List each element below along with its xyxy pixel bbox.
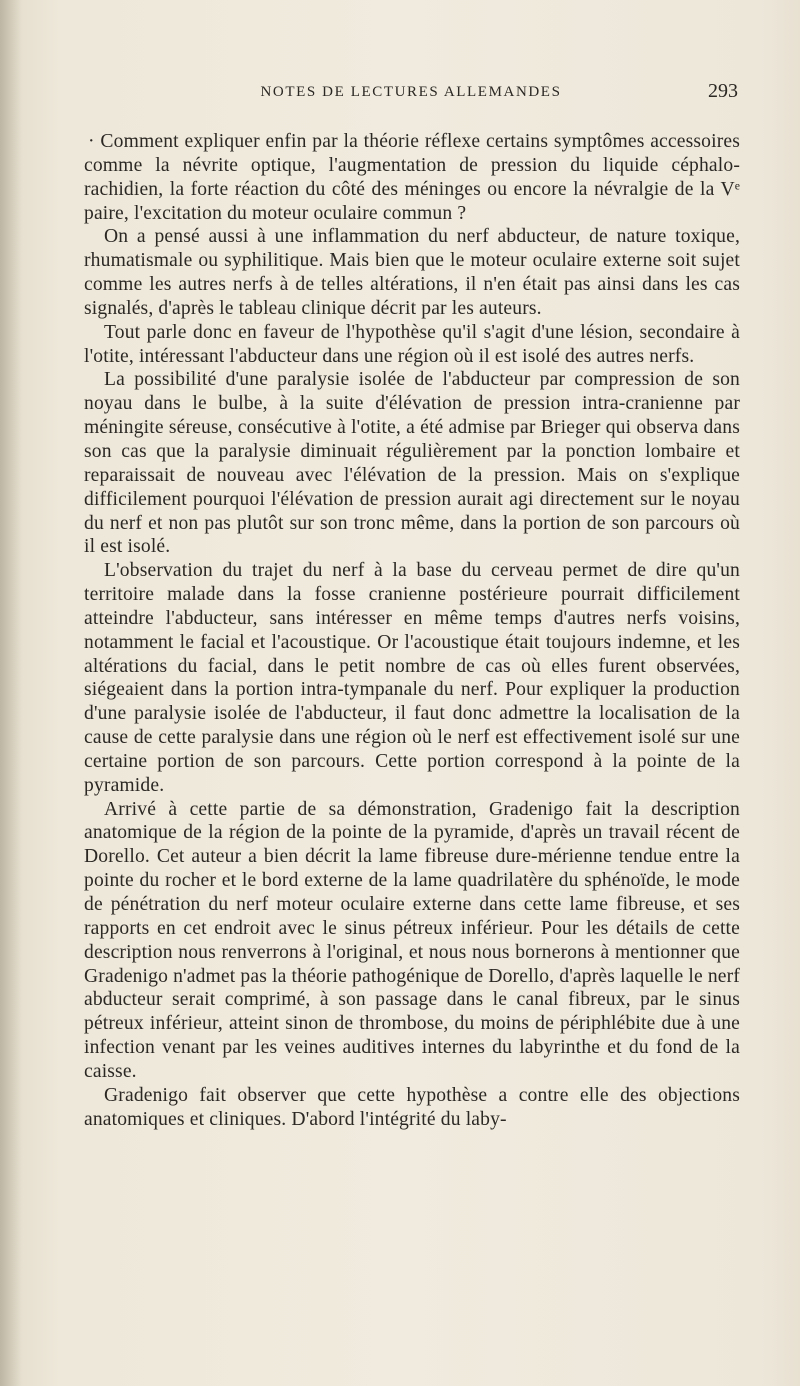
paragraph: La possibilité d'une paralysie isolée de l'abducteur par compression de son noyau dans le bulbe, à la suite d'élévation de pression intra-cranienne par méningite séreuse, consécutive à l'otite, a été admise par Brieger qui observa dans son cas que la paralysie diminuait régulièrement par la ponction lombaire et reparaissait de nouveau avec l'élévation de la pression. Mais on s'explique difficilement pourquoi l'élévation de pression aurait agi directement sur le noyau du nerf et non pas plutôt sur son tronc même, dans la portion de son parcours où il est isolé. xyxy=(84,369,740,558)
paragraph: Arrivé à cette partie de sa démonstration, Gradenigo fait la description anatomique de la région de la pointe de la pyramide, d'après un travail récent de Dorello. Cet auteur a bien décrit la lame fibreuse dure-mérienne tendue entre la pointe du rocher et le bord externe de la lame quadrilatère du sphénoïde, le mode de pénétration du nerf moteur oculaire externe dans cette lame fibreuse, et ses rapports en cet endroit avec le sinus pétreux inférieur. Pour les détails de cette description nous renverrons à l'original, et nous nous bornerons à mentionner que Gradenigo n'admet pas la théorie pathogénique de Dorello, d'après laquelle le nerf abducteur serait comprimé, à son passage dans le canal fibreux, par le sinus pétreux inférieur, atteint sinon de thrombose, du moins de périphlébite due à une infection venant par les veines auditives internes du labyrinthe et du fond de la caisse. xyxy=(84,798,740,1082)
paragraph: Gradenigo fait observer que cette hypothèse a contre elle des objections anatomiques et cliniques. D'abord l'intégrité du laby- xyxy=(84,1084,740,1130)
paragraph: Tout parle donc en faveur de l'hypothèse qu'il s'agit d'une lésion, secondaire à l'otite, intéressant l'abducteur dans une région où il est isolé des autres nerfs. xyxy=(84,321,740,367)
paragraph: L'observation du trajet du nerf à la base du cerveau permet de dire qu'un territoire malade dans la fosse cranienne postérieure pourrait difficilement atteindre l'abducteur, sans intéresser en même temps d'autres nerfs voisins, notamment le facial et l'acoustique. Or l'acoustique était toujours indemne, et les altérations du facial, dans le petit nombre de cas où elles furent observées, siégeaient dans la portion intra-tympanale du nerf. Pour expliquer la production d'une paralysie isolée de l'abducteur, il faut donc admettre la localisation de la cause de cette paralysie dans une région où le nerf est effectivement isolé sur une certaine portion de son parcours. Cette portion correspond à la pointe de la pyramide. xyxy=(84,560,740,796)
page-header xyxy=(84,80,738,114)
page-number: 293 xyxy=(708,80,738,102)
paragraph: · Comment expliquer enfin par la théorie réflexe certains symptômes accessoires comme la névrite optique, l'augmentation de pression du liquide céphalo-rachidien, la forte réaction du côté des méninges ou encore la névralgie de la Vᵉ paire, l'excitation du moteur oculaire commun ? xyxy=(84,131,740,224)
binding-shadow xyxy=(0,0,22,1386)
body-text xyxy=(84,130,740,1131)
paragraph: On a pensé aussi à une inflammation du nerf abducteur, de nature toxique, rhumatismale ou syphilitique. Mais bien que le moteur oculaire externe soit sujet comme les autres nerfs à de telles altérations, il n'en était pas ainsi dans les cas signalés, d'après le tableau clinique décrit par les auteurs. xyxy=(84,226,740,319)
running-head: NOTES DE LECTURES ALLEMANDES xyxy=(260,84,562,100)
